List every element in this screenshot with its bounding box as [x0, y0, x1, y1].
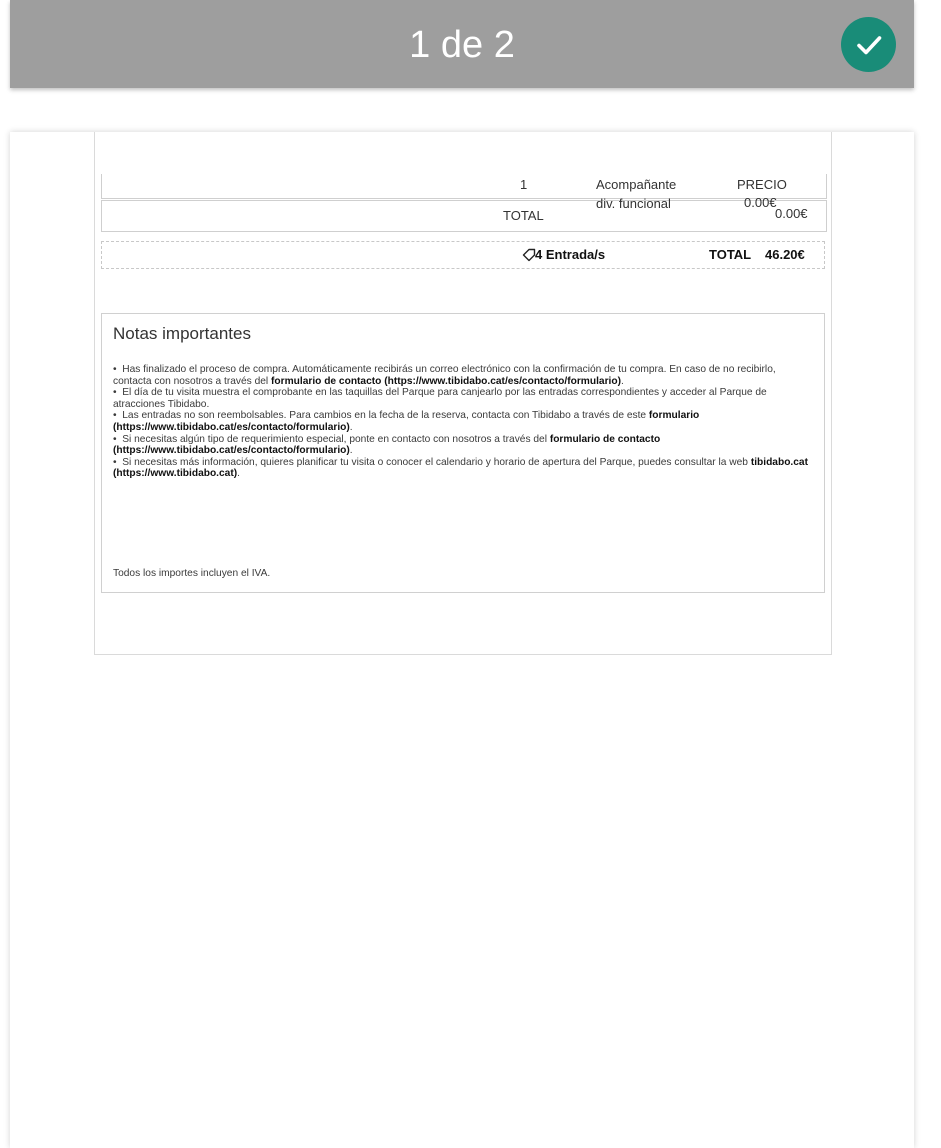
- ticket-type-line2: div. funcional: [596, 196, 671, 211]
- ticket-type: Acompañante: [596, 177, 677, 192]
- ticket-count: 4 Entrada/s: [535, 247, 606, 262]
- page-counter: 1 de 2: [409, 24, 515, 66]
- important-notes: [101, 313, 825, 593]
- note-item: • Si necesitas más información, quieres planificar tu visita o conocer el calendario y horario de apertura del Parque, puedes consultar la web tibidabo.cat (https://www.tibidabo.cat).: [113, 456, 808, 480]
- notes-list: [113, 364, 815, 480]
- website-link[interactable]: tibidabo.cat (https://www.tibidabo.cat): [113, 456, 808, 480]
- pdf-page: [10, 132, 914, 1148]
- grand-total-value: 46.20€: [765, 247, 805, 262]
- total-value: 0.00€: [775, 206, 808, 221]
- ticket-price-value: 0.00€: [744, 195, 777, 210]
- notes-title: Notas importantes: [113, 324, 251, 343]
- contact-form-link[interactable]: formulario de contacto (https://www.tibidabo.cat/es/contacto/formulario): [271, 375, 621, 387]
- check-icon: [854, 30, 884, 60]
- note-item: • El día de tu visita muestra el comprobante en las taquillas del Parque para canjearlo por las entradas correspondientes y acceder al Parque de atracciones Tibidabo.: [113, 387, 767, 410]
- ticket-quantity: 1: [520, 177, 528, 192]
- pdf-viewer-toolbar: [10, 0, 914, 88]
- total-row: [101, 195, 827, 232]
- vat-notice: Todos los importes incluyen el IVA.: [113, 568, 271, 579]
- special-request-link[interactable]: formulario de contacto (https://www.tibidabo.cat/es/contacto/formulario): [113, 433, 661, 457]
- confirm-button[interactable]: [841, 17, 896, 72]
- note-item: • Si necesitas algún tipo de requerimiento especial, ponte en contacto con nosotros a través del formulario de contacto (https://www.tibidabo.cat/es/contacto/formulario).: [113, 433, 661, 457]
- ticket-price-label: PRECIO: [737, 177, 787, 192]
- change-form-link[interactable]: formulario (https://www.tibidabo.cat/es/contacto/formulario): [113, 410, 700, 433]
- note-item: • Has finalizado el proceso de compra. Automáticamente recibirás un correo electrónico con la confirmación de tu compra. En caso de no recibirlo, contacta con nosotros a través del formulario de contacto (https://www.tibidabo.cat/es/contacto/formulario).: [113, 364, 776, 387]
- total-label: TOTAL: [503, 208, 544, 223]
- ticket-row: [101, 174, 827, 199]
- grand-total-label: TOTAL: [709, 247, 752, 262]
- tag-icon: [522, 248, 536, 262]
- order-summary: [101, 241, 825, 269]
- document-content: [94, 132, 832, 655]
- note-item: • Las entradas no son reembolsables. Para cambios en la fecha de la reserva, contacta con Tibidabo a través de este formulario (https://www.tibidabo.cat/es/contacto/formulario).: [113, 410, 700, 433]
